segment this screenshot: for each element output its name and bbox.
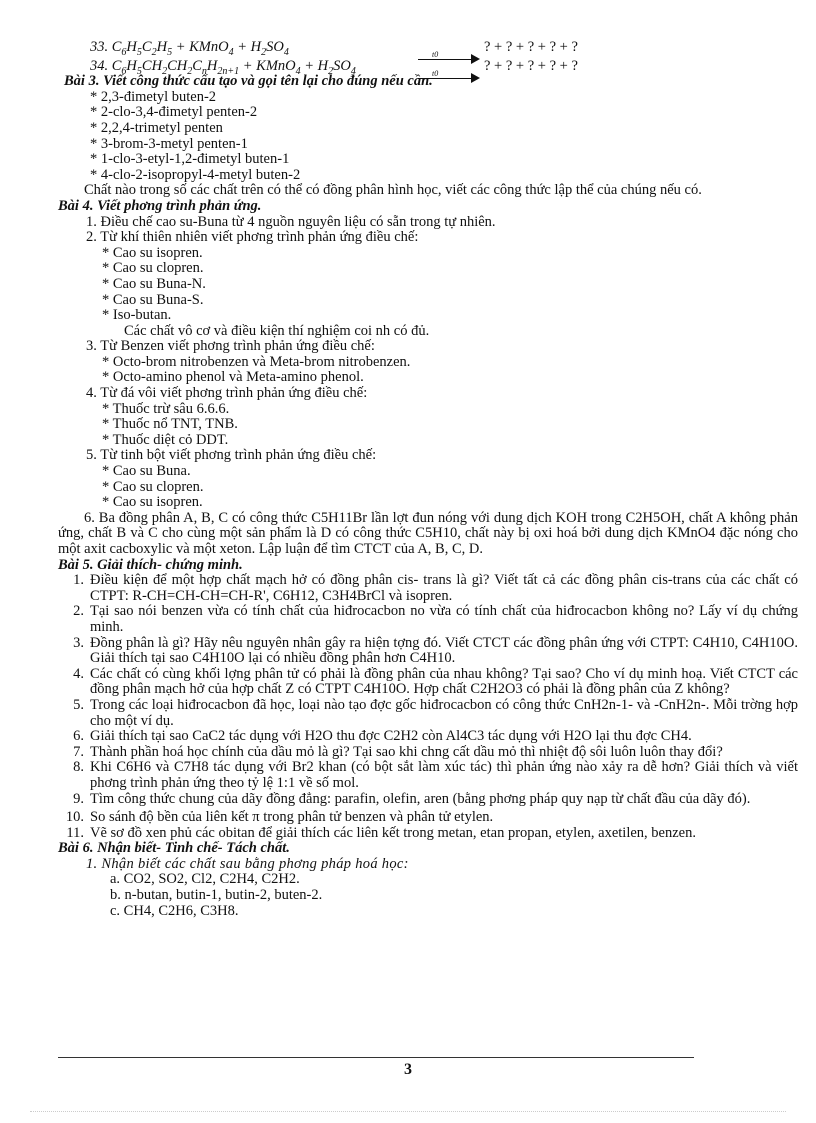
list-item: * Cao su Buna. xyxy=(102,463,191,480)
list-item: 7. Thành phần hoá học chính của dầu mỏ là gì? Tại sao khi chng cất dầu mỏ thì nhiệt độ sôi luôn luôn thay đổi? xyxy=(73,743,723,760)
bai6-a: a. CO2, SO2, Cl2, C2H4, C2H2. xyxy=(110,871,300,888)
bai6-c: c. CH4, C2H6, C3H8. xyxy=(110,902,239,919)
bai4-q5: 5. Từ tinh bột viết phơng trình phản ứng điều chế: xyxy=(86,447,377,464)
bai3-note: Chất nào trong số các chất trên có thể có đồng phân hình học, viết các công thức lập thể của chúng nếu có. xyxy=(84,182,702,199)
bai6-b: b. n-butan, butin-1, butin-2, buten-2. xyxy=(110,887,323,904)
section-title-bai4: Bài 4. Viết phơng trình phản ứng. xyxy=(58,197,262,214)
page-number: 3 xyxy=(404,1061,412,1078)
list-item: * Cao su Buna-N. xyxy=(102,275,206,292)
list-item: * Cao su clopren. xyxy=(102,478,204,495)
list-item: * Thuốc trừ sâu 6.6.6. xyxy=(102,400,230,417)
page-bottom-dotted-line xyxy=(30,1111,786,1112)
list-item: * Cao su isopren. xyxy=(102,494,203,511)
equation-lhs: 34. $C_6H_5CH_2CH_2C_nH_{2n+1}$ + KMnO$_4$ + $H_2SO_4$ xyxy=(90,57,356,77)
bai3-list xyxy=(58,90,798,184)
list-item: * Cao su isopren. xyxy=(102,244,203,261)
bai4-q4: 4. Từ đá vôi viết phơng trình phản ứng điều chế: xyxy=(86,385,368,402)
footer-divider xyxy=(58,1057,694,1058)
equation-33: 33. $C_6H_5C_2H_5$ + KMnO$_4$ + $H_2SO_4$ t0 ? + ? + ? + ? + ? xyxy=(58,40,798,56)
list-item: * Octo-brom nitrobenzen và Meta-brom nitrobenzen. xyxy=(102,353,411,370)
list-item: * Cao su Buna-S. xyxy=(102,291,204,308)
list-item: 1. Điều kiện để một hợp chất mạch hở có đồng phân cis- trans là gì? Viết tất cả các đồng phân cis-trans của các chất có CTPT: R-CH=CH-CH=CH-R', C6H12, C3H4BrCl và isopren. xyxy=(73,572,798,604)
section-title-bai6: Bài 6. Nhận biết- Tinh chế- Tách chất. xyxy=(58,840,290,857)
list-item: 9. Tìm công thức chung của dãy đồng đẳng: parafin, olefin, aren (bằng phơng pháp quy nạp từ chất đầu của dãy đó). xyxy=(73,790,751,807)
list-item: 5. Trong các loại hiđrocacbon đã học, loại nào tạo đợc gốc hiđrocacbon có công thức CnH2n-1- và -CnH2n-. Mỗi trờng hợp cho một ví dụ. xyxy=(73,696,798,729)
list-item: 2. Tại sao nói benzen vừa có tính chất của hiđrocacbon no vừa có tính chất của hiđrocacbon không no? Lấy ví dụ chứng minh. xyxy=(73,603,798,635)
list-item: * Cao su clopren. xyxy=(102,260,204,277)
list-item: * 4-clo-2-isopropyl-4-metyl buten-2 xyxy=(90,166,301,183)
bai4-q2: 2. Từ khí thiên nhiên viết phơng trình phản ứng điều chế: xyxy=(86,229,419,246)
list-item: * Thuốc nổ TNT, TNB. xyxy=(102,416,238,433)
list-item: * 3-brom-3-metyl penten-1 xyxy=(90,135,248,152)
list-item: * 1-clo-3-etyl-1,2-đimetyl buten-1 xyxy=(90,151,290,168)
list-item: 6. Giải thích tại sao CaC2 tác dụng với H2O thu đợc C2H2 còn Al4C3 tác dụng với H2O lại thu đợc CH4. xyxy=(73,728,692,745)
bai4-q2-note: Các chất vô cơ và điều kiện thí nghiệm coi nh có đủ. xyxy=(124,322,430,339)
bai4-q1: 1. Điều chế cao su-Buna từ 4 nguồn nguyên liệu có sẵn trong tự nhiên. xyxy=(86,213,496,230)
bai5-list xyxy=(58,573,798,841)
list-item: 4. Các chất có cùng khối lợng phân tử có phải là đồng phân của nhau không? Tại sao? Cho ví dụ minh hoạ. Viết CTCT các đồng phân mạch hở của hợp chất Z có CTPT C4H10O. Hợp chất C2H2O3 có phải là đồng phân của Z không? xyxy=(73,665,798,698)
list-item: * Thuốc diệt cỏ DDT. xyxy=(102,431,229,448)
list-item: 10. So sánh độ bền của liên kết π trong phân tử benzen và phân tử etylen. xyxy=(65,809,494,826)
section-title-bai3: Bài 3. Viết công thức cấu tạo và gọi tên lại cho đúng nếu cần. xyxy=(64,73,433,90)
list-item: 11. Vẽ sơ đồ xen phủ các obitan để giải thích các liên kết trong metan, etan propan, etylen, axetilen, benzen. xyxy=(66,824,696,841)
bai4-q6: 6. Ba đồng phân A, B, C có công thức C5H11Br lần lợt đun nóng với dung dịch KOH trong C2H5OH, chất A không phản ứng, chất B và C cho cùng một sản phẩm là D có công thức C5H10, chất này bị oxi hoá bởi dung dịch KMnO4 đặc nóng cho một axit cacboxylic và một xeton. Lập luận để tìm CTCT của A, B, C, D. xyxy=(58,509,798,557)
list-item: * 2,3-đimetyl buten-2 xyxy=(90,88,217,105)
equation-lhs: 33. $C_6H_5C_2H_5$ + KMnO$_4$ + $H_2SO_4$ xyxy=(90,39,289,58)
section-title-bai5: Bài 5. Giải thích- chứng minh. xyxy=(58,556,243,573)
bai6-q1: 1. Nhận biết các chất sau bằng phơng pháp hoá học: xyxy=(86,855,409,872)
list-item: * 2,2,4-trimetyl penten xyxy=(90,119,223,136)
list-item: 3. Đồng phân là gì? Hãy nêu nguyên nhân gây ra hiện tợng đó. Viết CTCT các đồng phân ứng với CTPT: C4H10, C4H10O. Giải thích tại sao C4H10O lại có nhiều đồng phân hơn C4H10. xyxy=(73,634,798,667)
list-item: * 2-clo-3,4-đimetyl penten-2 xyxy=(90,104,258,121)
bai4-q3: 3. Từ Benzen viết phơng trình phản ứng điều chế: xyxy=(86,338,375,355)
equation-rhs: ? + ? + ? + ? + ? xyxy=(484,39,578,55)
document-page xyxy=(58,40,798,919)
list-item: * Octo-amino phenol và Meta-amino phenol. xyxy=(102,369,364,386)
list-item: * Iso-butan. xyxy=(102,307,172,324)
equation-34: 34. $C_6H_5CH_2CH_2C_nH_{2n+1}$ + KMnO$_4$ + $H_2SO_4$ t0 ? + ? + ? + ? + ? xyxy=(58,59,798,75)
list-item: 8. Khi C6H6 và C7H8 tác dụng với Br2 khan (có bột sắt làm xúc tác) thì phản ứng nào xảy ra dễ hơn? Giải thích và viết phơng trình phản ứng theo tỷ lệ 1:1 về số mol. xyxy=(73,759,798,791)
equation-rhs: ? + ? + ? + ? + ? xyxy=(484,57,578,74)
